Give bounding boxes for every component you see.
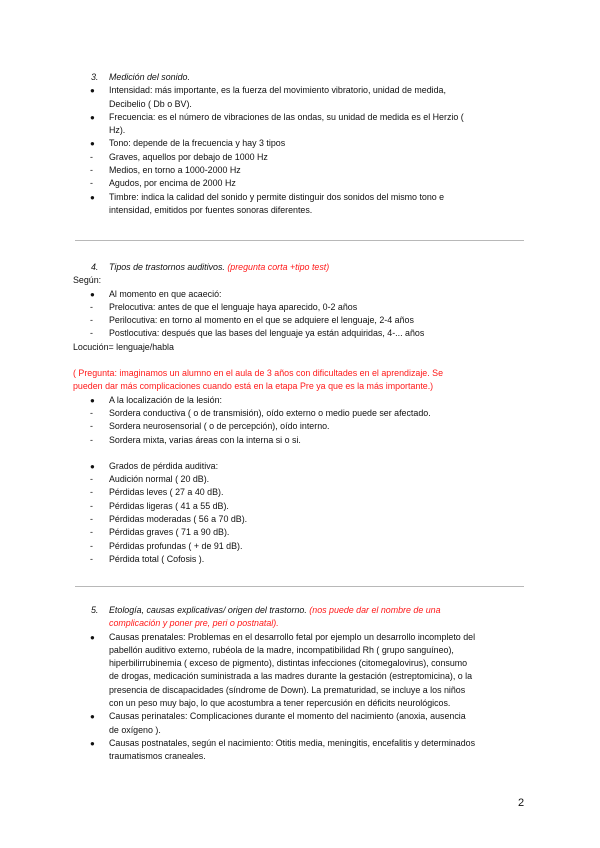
dash-marker: - bbox=[90, 301, 93, 312]
horizontal-divider bbox=[75, 586, 524, 587]
dash-marker: - bbox=[90, 474, 93, 485]
paragraph: Locución= lenguaje/habla bbox=[73, 341, 174, 352]
bullet-marker: ● bbox=[90, 192, 95, 202]
dash-marker: - bbox=[90, 178, 93, 189]
list-item: - Pérdidas ligeras ( 41 a 55 dB). bbox=[73, 500, 533, 513]
dash-marker: - bbox=[90, 407, 93, 418]
dash-marker: - bbox=[90, 421, 93, 432]
dash-marker: - bbox=[90, 487, 93, 498]
section-note: (nos puede dar el nombre de una bbox=[309, 605, 441, 615]
dash-marker: - bbox=[90, 434, 93, 445]
section-5 bbox=[73, 604, 533, 764]
list-item: ● Tono: depende de la frecuencia y hay 3 tipos bbox=[73, 137, 533, 150]
list-item: - Audición normal ( 20 dB). bbox=[73, 473, 533, 486]
list-item-continuation: traumatismos craneales. bbox=[109, 751, 206, 762]
list-item: ● Causas perinatales: Complicaciones durante el momento del nacimiento (anoxia, ausencia bbox=[73, 710, 533, 723]
bullet-marker: ● bbox=[90, 289, 95, 299]
horizontal-divider bbox=[75, 240, 524, 241]
bullet-marker: ● bbox=[90, 395, 95, 405]
list-item-continuation: de oxígeno ). bbox=[109, 724, 161, 735]
list-item: - Pérdidas leves ( 27 a 40 dB). bbox=[73, 486, 533, 499]
list-item: - Sordera mixta, varias áreas con la interna si o si. bbox=[73, 434, 533, 447]
section-note: (pregunta corta +tipo test) bbox=[227, 262, 330, 272]
list-item: ● A la localización de la lesión: bbox=[73, 394, 533, 407]
list-item: ● Al momento en que acaeció: bbox=[73, 288, 533, 301]
dash-marker: - bbox=[90, 514, 93, 525]
dash-marker: - bbox=[90, 527, 93, 538]
list-item: ● Frecuencia: es el número de vibraciones de las ondas, su unidad de medida es el Herzio ( bbox=[73, 111, 533, 124]
list-item: ● Grados de pérdida auditiva: bbox=[73, 460, 533, 473]
dash-marker: - bbox=[90, 165, 93, 176]
list-item: - Medios, en torno a 1000-2000 Hz bbox=[73, 164, 533, 177]
list-item-continuation: intensidad, emitidos por fuentes sonoras diferentes. bbox=[109, 204, 313, 215]
list-item-continuation: pabellón auditivo externo, rubéola de la madre, incompatibilidad Rh ( grupo sanguíneo), bbox=[109, 644, 454, 655]
list-item: - Pérdidas moderadas ( 56 a 70 dB). bbox=[73, 513, 533, 526]
dash-marker: - bbox=[90, 540, 93, 551]
bullet-marker: ● bbox=[90, 712, 95, 722]
list-item-continuation: hiperbilirrubinemia ( exceso de pigmento), distintas infecciones (citomegalovirus), consumo bbox=[109, 658, 468, 669]
section-title: Etología, causas explicativas/ origen del trastorno. bbox=[109, 605, 307, 615]
dash-marker: - bbox=[90, 328, 93, 339]
section-title: Tipos de trastornos auditivos. bbox=[109, 262, 225, 272]
list-item-continuation: Decibelio ( Db o BV). bbox=[109, 98, 192, 109]
list-item: - Sordera conductiva ( o de transmisión), oído externo o medio puede ser afectado. bbox=[73, 407, 533, 420]
section-3 bbox=[73, 71, 533, 217]
dash-marker: - bbox=[90, 553, 93, 564]
list-item: ● Causas prenatales: Problemas en el desarrollo fetal por ejemplo un desarrollo incompleto del bbox=[73, 631, 533, 644]
list-item: - Perilocutiva: en torno al momento en el que se adquiere el lenguaje, 2-4 años bbox=[73, 314, 533, 327]
section-title: Medición del sonido. bbox=[109, 72, 190, 82]
bullet-marker: ● bbox=[90, 738, 95, 748]
bullet-marker: ● bbox=[90, 86, 95, 96]
section-number: 3. bbox=[91, 72, 99, 82]
page-number: 2 bbox=[518, 797, 525, 809]
list-item: - Postlocutiva: después que las bases del lenguaje ya están adquiridas, 4-... años bbox=[73, 327, 533, 340]
list-item-continuation: presencia de discapacidades (síndrome de Down). La prematuridad, se incluye a los niños bbox=[109, 684, 466, 695]
section-number: 5. bbox=[91, 605, 99, 615]
list-item: - Sordera neurosensorial ( o de percepción), oído interno. bbox=[73, 420, 533, 433]
dash-marker: - bbox=[90, 500, 93, 511]
bullet-marker: ● bbox=[90, 632, 95, 642]
section-number: 4. bbox=[91, 262, 99, 272]
bullet-marker: ● bbox=[90, 139, 95, 149]
bullet-marker: ● bbox=[90, 112, 95, 122]
list-item: ● Timbre: indica la calidad del sonido y permite distinguir dos sonidos del mismo tono e bbox=[73, 191, 533, 204]
section-4 bbox=[73, 261, 533, 566]
list-item-continuation: con un peso muy bajo, lo que acostumbra a tener repercusión en déficits neurológicos. bbox=[109, 698, 451, 709]
bullet-marker: ● bbox=[90, 461, 95, 471]
list-item-continuation: Hz). bbox=[109, 125, 126, 136]
highlighted-question: ( Pregunta: imaginamos un alumno en el aula de 3 años con dificultades en el aprendizaje. Se bbox=[73, 368, 444, 379]
highlighted-question-continuation: pueden dar más complicaciones cuando está en la etapa Pre ya que es la más importante.) bbox=[73, 381, 434, 392]
list-item: ● Intensidad: más importante, es la fuerza del movimiento vibratorio, unidad de medida, bbox=[73, 84, 533, 97]
subheading: Según: bbox=[73, 275, 102, 286]
section-note-continuation: complicación y poner pre, peri o postnatal). bbox=[109, 618, 279, 629]
list-item: - Graves, aquellos por debajo de 1000 Hz bbox=[73, 151, 533, 164]
section-3-heading bbox=[91, 71, 551, 84]
dash-marker: - bbox=[90, 315, 93, 326]
dash-marker: - bbox=[90, 151, 93, 162]
section-5-heading bbox=[91, 604, 551, 617]
list-item-continuation: de drogas, medicación suministrada a las madres durante la gestación (estreptomicina), o la bbox=[109, 671, 473, 682]
list-item: - Pérdida total ( Cofosis ). bbox=[73, 553, 533, 566]
list-item: - Pérdidas profundas ( + de 91 dB). bbox=[73, 540, 533, 553]
list-item: - Agudos, por encima de 2000 Hz bbox=[73, 177, 533, 190]
list-item: - Prelocutiva: antes de que el lenguaje haya aparecido, 0-2 años bbox=[73, 301, 533, 314]
list-item: ● Causas postnatales, según el nacimiento: Otitis media, meningitis, encefalitis y determinados bbox=[73, 737, 533, 750]
section-4-heading bbox=[91, 261, 551, 274]
list-item: - Pérdidas graves ( 71 a 90 dB). bbox=[73, 526, 533, 539]
